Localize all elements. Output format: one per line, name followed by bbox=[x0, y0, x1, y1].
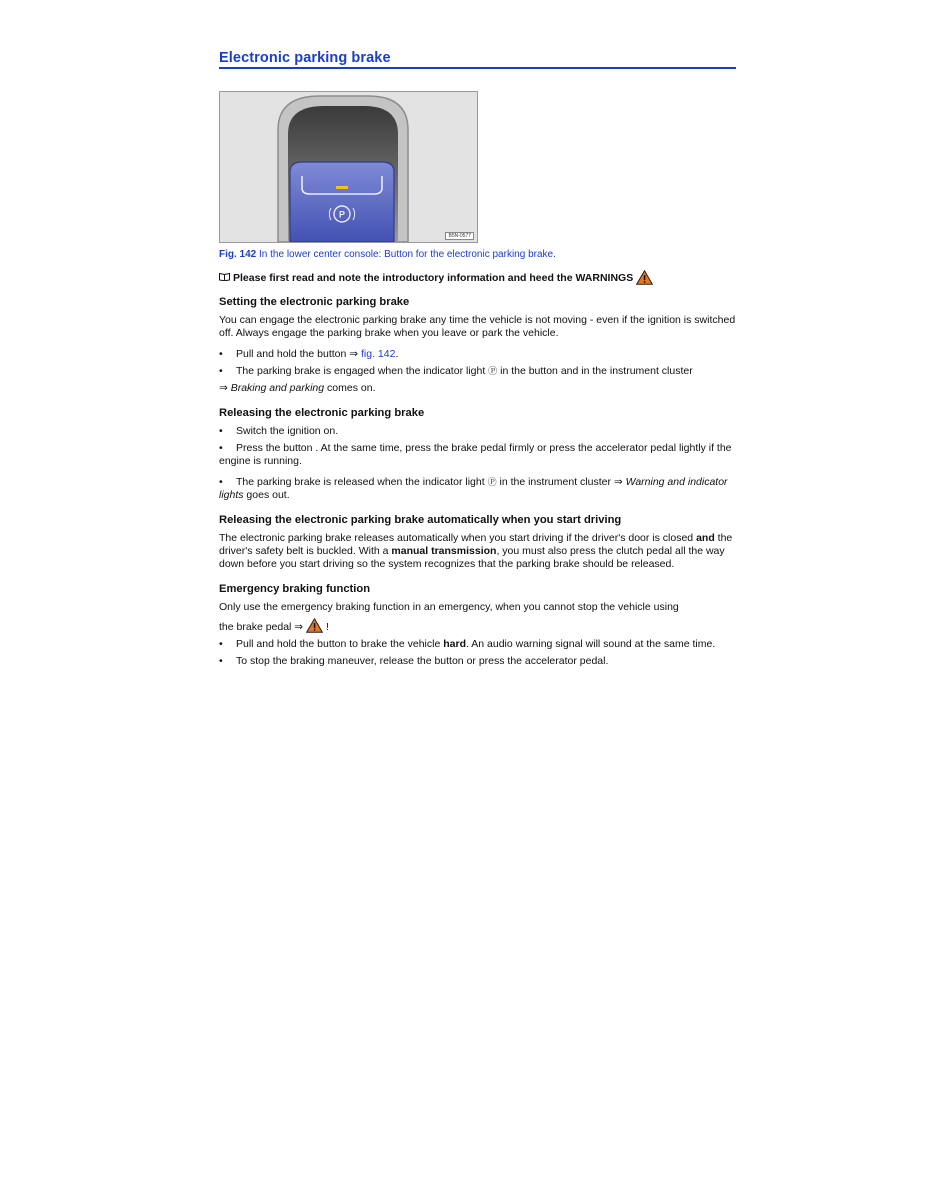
caption-text: In the lower center console: Button for the electronic parking brake. bbox=[256, 249, 556, 260]
parking-brake-indicator-icon: Ⓟ bbox=[487, 477, 497, 487]
warnings-note bbox=[219, 270, 736, 285]
list-item: • Switch the ignition on. bbox=[219, 425, 339, 437]
list-item: • Pull and hold the button ⇒ fig. 142. bbox=[219, 348, 399, 360]
list-item: • The parking brake is released when the indicator light Ⓟ in the instrument cluster ⇒ Warning and indicator lights goes out. bbox=[219, 476, 728, 501]
list-item: • Press the button . At the same time, press the brake pedal firmly or press the accelerator pedal lightly if the engine is running. bbox=[219, 442, 732, 467]
heading-emergency: Emergency braking function bbox=[219, 583, 371, 595]
figure-code: B5N-0577 bbox=[445, 232, 474, 240]
svg-text:P: P bbox=[338, 209, 346, 220]
heading-setting: Setting the electronic parking brake bbox=[219, 296, 410, 308]
figure-caption bbox=[219, 249, 736, 260]
list-item: • Pull and hold the button to brake the vehicle hard. An audio warning signal will sound at the same time. bbox=[219, 638, 716, 650]
auto-release-text: The electronic parking brake releases automatically when you start driving if the driver's door is closed and the driver's safety belt is buckled. With a manual transmission, you must also press the clutch pedal all the way down before you start driving so the system recognizes that the parking brake should be released. bbox=[219, 532, 733, 570]
page bbox=[219, 50, 736, 668]
book-icon bbox=[219, 272, 230, 284]
cross-reference-link[interactable]: Warning and indicator lights bbox=[219, 476, 728, 501]
figure-link[interactable]: fig. 142 bbox=[358, 348, 396, 360]
parking-brake-button-illustration bbox=[220, 92, 477, 242]
list-item: • The parking brake is engaged when the indicator light Ⓟ in the button and in the instrument cluster bbox=[219, 365, 693, 377]
caption-label: Fig. 142 bbox=[219, 249, 257, 260]
page-title: Electronic parking brake bbox=[219, 50, 736, 69]
warning-triangle-icon bbox=[306, 618, 323, 633]
warning-triangle-icon bbox=[636, 270, 653, 285]
note-text: Please first read and note the introductory information and heed the WARNINGS bbox=[233, 271, 634, 284]
figure-image bbox=[219, 91, 478, 243]
list-item-continuation: ⇒ Braking and parking comes on. bbox=[219, 382, 376, 394]
cross-reference-link[interactable]: Braking and parking bbox=[230, 382, 325, 394]
heading-auto-release: Releasing the electronic parking brake automatically when you start driving bbox=[219, 514, 622, 526]
emergency-text-line2: the brake pedal ⇒ ! bbox=[219, 618, 736, 634]
parking-brake-indicator-icon: Ⓟ bbox=[488, 366, 498, 376]
heading-releasing: Releasing the electronic parking brake bbox=[219, 407, 425, 419]
emergency-text-line1: Only use the emergency braking function in an emergency, when you cannot stop the vehicle using bbox=[219, 601, 679, 613]
list-item: • To stop the braking maneuver, release the button or press the accelerator pedal. bbox=[219, 655, 609, 667]
setting-intro: You can engage the electronic parking brake any time the vehicle is not moving - even if the ignition is switched off. Always engage the parking brake when you leave or park the vehicle. bbox=[219, 314, 736, 339]
